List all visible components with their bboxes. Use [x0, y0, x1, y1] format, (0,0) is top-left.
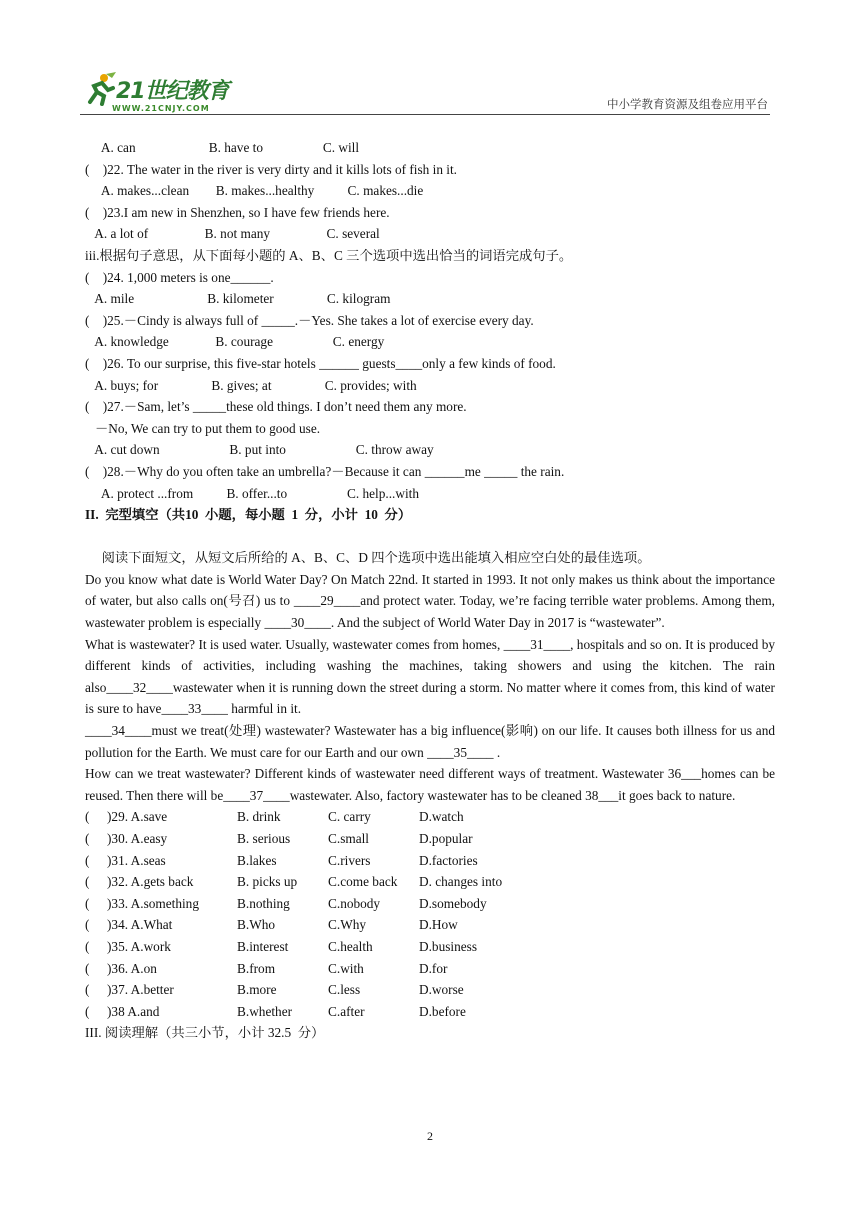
option-b: B.more — [237, 982, 277, 998]
logo-url: WWW.21CNJY.COM — [112, 104, 210, 113]
header-divider — [80, 114, 770, 115]
text-line: ( )25.－Cindy is always full of _____.－Yes. She takes a lot of exercise every day. — [85, 312, 534, 328]
passage-instruction: 阅读下面短文，从短文后所给的 A、B、C、D 四个选项中选出能填入相应空白处的最佳选项。 — [85, 550, 651, 566]
section-heading: III. 阅读理解（共三小节，小计 32.5 分） — [85, 1025, 325, 1041]
question-option-a: )35. A.work — [107, 938, 171, 954]
text-line: －No, We can try to put them to good use. — [85, 420, 321, 436]
option-d: D.somebody — [419, 895, 487, 911]
option-b: B.whether — [237, 1003, 293, 1019]
option-d: D.How — [419, 917, 458, 933]
question-row — [85, 914, 775, 936]
question-row — [85, 958, 775, 980]
logo-text: 21世纪教育 — [116, 79, 229, 104]
option-c: C.health — [328, 938, 373, 954]
option-c: C.nobody — [328, 895, 381, 911]
page-number: 2 — [427, 1129, 433, 1143]
option-d: D.popular — [419, 831, 473, 846]
text-line: A. buys; for B. gives; at C. provides; with — [85, 377, 417, 393]
text-line: ( )27.－Sam, let’s _____these old things. I don’t need them any more. — [85, 399, 467, 415]
question-row — [85, 893, 775, 915]
option-d: D.factories — [419, 852, 478, 868]
passage-paragraph: ____34____must we treat(处理) wastewater? Wastewater has a big influence(影响) on our life. It causes both illness for us and pollution for the Earth. We must care for our Earth and our own ____35____ . — [85, 723, 775, 760]
option-c: C.with — [328, 960, 364, 976]
option-c: C.rivers — [328, 852, 371, 868]
option-b: B.lakes — [237, 852, 277, 868]
option-c: C.after — [328, 1003, 365, 1019]
text-line: ( )23.I am new in Shenzhen, so I have few friends here. — [85, 204, 390, 220]
option-c: C.less — [328, 982, 361, 998]
option-d: D.before — [419, 1003, 466, 1019]
option-b: B. picks up — [237, 874, 298, 890]
option-c: C.come back — [328, 874, 398, 890]
question-option-a: )34. A.What — [107, 917, 173, 933]
question-row — [85, 806, 775, 828]
question-option-a: )29. A.save — [107, 809, 168, 825]
option-b: B.Who — [237, 917, 276, 933]
question-option-a: )30. A.easy — [107, 831, 168, 846]
question-list — [85, 806, 775, 1022]
paren: ( — [85, 982, 90, 998]
paren: ( — [85, 852, 90, 868]
page-header — [80, 66, 770, 116]
paren: ( — [85, 938, 90, 954]
option-c: C.Why — [328, 917, 367, 933]
option-d: D.watch — [419, 809, 464, 825]
paren: ( — [85, 895, 90, 911]
paren: ( — [85, 831, 90, 846]
question-option-a: )31. A.seas — [107, 852, 166, 868]
question-option-a: )33. A.something — [107, 895, 199, 911]
passage-paragraph: Do you know what date is World Water Day? On Match 22nd. It started in 1993. It not only makes us think about the importance of water, but also calls on(号召) us to ____29____and protect water. Today, we’re facing terrible water problems. Among them, wastewater problem is especially ____30____. And the subject of World Water Day in 2017 is “wastewater”. — [85, 571, 775, 631]
text-line: A. mile B. kilometer C. kilogram — [85, 291, 391, 307]
question-row — [85, 979, 775, 1001]
option-b: B.nothing — [237, 895, 290, 911]
option-d: D.worse — [419, 982, 464, 998]
paren: ( — [85, 960, 90, 976]
option-b: B. drink — [237, 809, 281, 825]
option-c: C. carry — [328, 809, 371, 825]
runner-logo-icon — [82, 72, 116, 106]
question-option-a: )36. A.on — [107, 960, 157, 976]
question-row — [85, 850, 775, 872]
option-d: D.business — [419, 938, 477, 954]
question-row — [85, 936, 775, 958]
section-instruction: iii.根据句子意思，从下面每小题的 A、B、C 三个选项中选出恰当的词语完成句子。 — [85, 247, 573, 263]
paren: ( — [85, 874, 90, 890]
logo — [82, 68, 262, 114]
question-row — [85, 871, 775, 893]
passage-paragraph: What is wastewater? It is used water. Usually, wastewater comes from homes, ____31____, hospitals and so on. It is produced by different kinds of activities, including washing the machines, taking showers and using the kitchen. The rain also____32____wastewater when it is running down the street during a storm. No matter where it comes from, this kind of water is sure to have____33____ harmful in it. — [85, 636, 775, 717]
question-option-a: )32. A.gets back — [107, 874, 194, 890]
text-line: A. makes...clean B. makes...healthy C. makes...die — [85, 183, 424, 199]
option-d: D.for — [419, 960, 448, 976]
text-line: A. protect ...from B. offer...to C. help...with — [85, 485, 419, 501]
text-line: ( )28.－Why do you often take an umbrella?－Because it can ______me _____ the rain. — [85, 463, 565, 479]
paren: ( — [85, 917, 90, 933]
option-b: B.interest — [237, 938, 289, 954]
text-line: A. knowledge B. courage C. energy — [85, 334, 385, 350]
text-line: ( )26. To our surprise, this five-star hotels ______ guests____only a few kinds of food. — [85, 355, 556, 371]
blank-line — [85, 526, 775, 548]
option-c: C.small — [328, 831, 370, 846]
question-option-a: )38 A.and — [107, 1003, 160, 1019]
header-site-title: 中小学教育资源及组卷应用平台 — [607, 97, 768, 111]
option-b: B. serious — [237, 831, 291, 846]
passage-paragraph: How can we treat wastewater? Different kinds of wastewater need different ways of treatment. Wastewater 36___homes can be reused. Then there will be____37____wastewater. Also, factory wastewater has to be cleaned 38___it goes back to nature. — [85, 766, 775, 803]
text-line: A. cut down B. put into C. throw away — [85, 442, 434, 458]
text-line: ( )24. 1,000 meters is one______. — [85, 269, 274, 285]
question-option-a: )37. A.better — [107, 982, 174, 998]
question-row — [85, 1001, 775, 1023]
section-heading: II. 完型填空（共10 小题，每小题 1 分，小计 10 分） — [85, 507, 412, 523]
text-line: ( )22. The water in the river is very dirty and it kills lots of fish in it. — [85, 161, 458, 177]
page-content — [85, 137, 775, 1044]
text-line: A. can B. have to C. will — [85, 140, 360, 155]
paren: ( — [85, 1003, 90, 1019]
text-line: A. a lot of B. not many C. several — [85, 226, 380, 242]
option-d: D. changes into — [419, 874, 503, 890]
question-row — [85, 828, 775, 850]
paren: ( — [85, 809, 90, 825]
option-b: B.from — [237, 960, 276, 976]
